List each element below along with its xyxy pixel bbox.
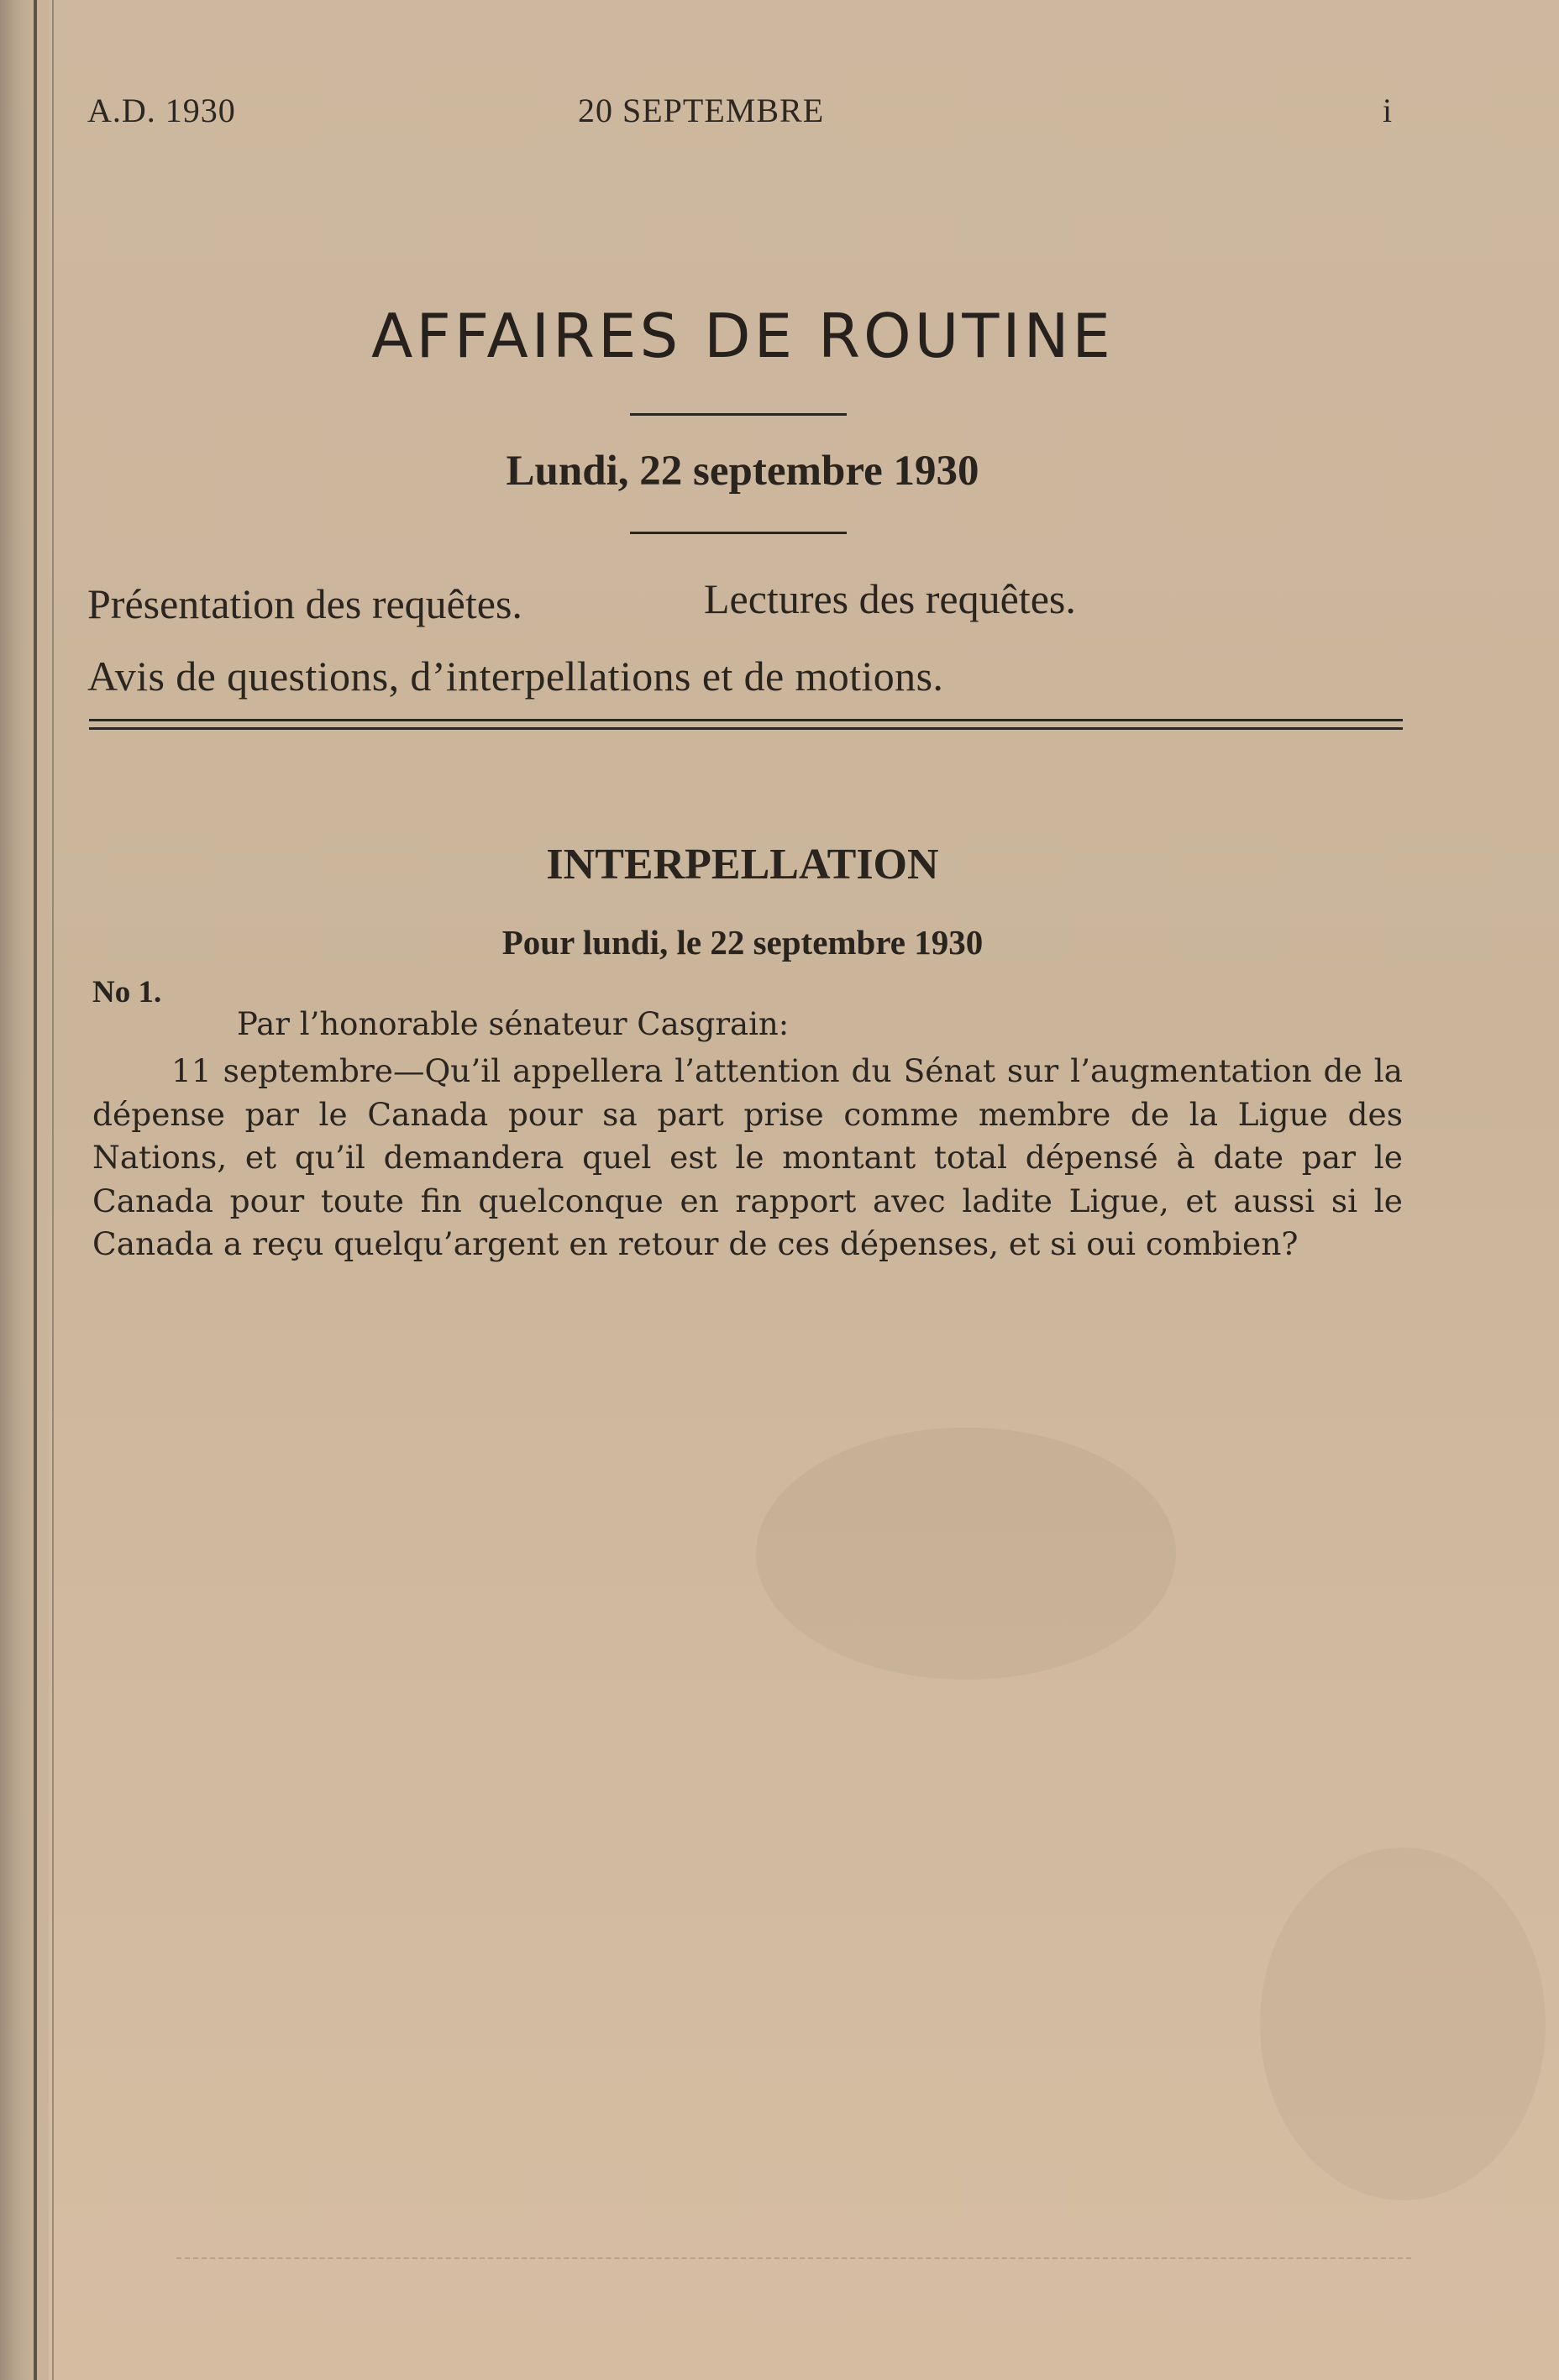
routine-item-avis: Avis de questions, d’interpellations et de motions. bbox=[87, 653, 944, 700]
faded-footer-line bbox=[176, 2257, 1411, 2259]
running-head-date: 20 SEPTEMBRE bbox=[578, 92, 825, 129]
running-head-year: A.D. 1930 bbox=[87, 92, 236, 129]
title-rule-bottom bbox=[630, 532, 847, 534]
binding-edge-line-inner bbox=[52, 0, 54, 2380]
item-author: Par l’honorable sénateur Casgrain: bbox=[237, 1006, 790, 1042]
binding-edge-line bbox=[34, 0, 37, 2380]
section-divider-top bbox=[89, 719, 1403, 721]
item-text: 11 septembre—Qu’il appellera l’attention du Sénat sur l’augmentation de la dépense par le Canada pour sa part prise comme membre de la Ligue des Nations, et qu’il demandera quel est le montant total dépensé à date par le Canada pour toute fin quelconque en rapport avec ladite Ligue, et aussi si le Canada a reçu quelqu’argent en retour de ces dépenses, et si oui combien? bbox=[92, 1052, 1403, 1262]
section-date: Pour lundi, le 22 septembre 1930 bbox=[501, 923, 984, 962]
title-rule-top bbox=[630, 413, 847, 416]
section-heading: INTERPELLATION bbox=[546, 841, 939, 889]
section-divider-bottom bbox=[89, 727, 1403, 730]
routine-item-presentation: Présentation des requêtes. bbox=[87, 580, 522, 627]
paper-stain bbox=[1260, 1848, 1546, 2200]
page-title: AFFAIRES DE ROUTINE bbox=[371, 301, 1114, 371]
page-number: i bbox=[1383, 92, 1394, 129]
session-date: Lundi, 22 septembre 1930 bbox=[506, 448, 979, 495]
routine-item-lectures: Lectures des requêtes. bbox=[704, 575, 1076, 622]
paper-stain bbox=[756, 1428, 1176, 1680]
page-gutter bbox=[0, 0, 49, 2380]
item-number: No 1. bbox=[92, 975, 162, 1009]
